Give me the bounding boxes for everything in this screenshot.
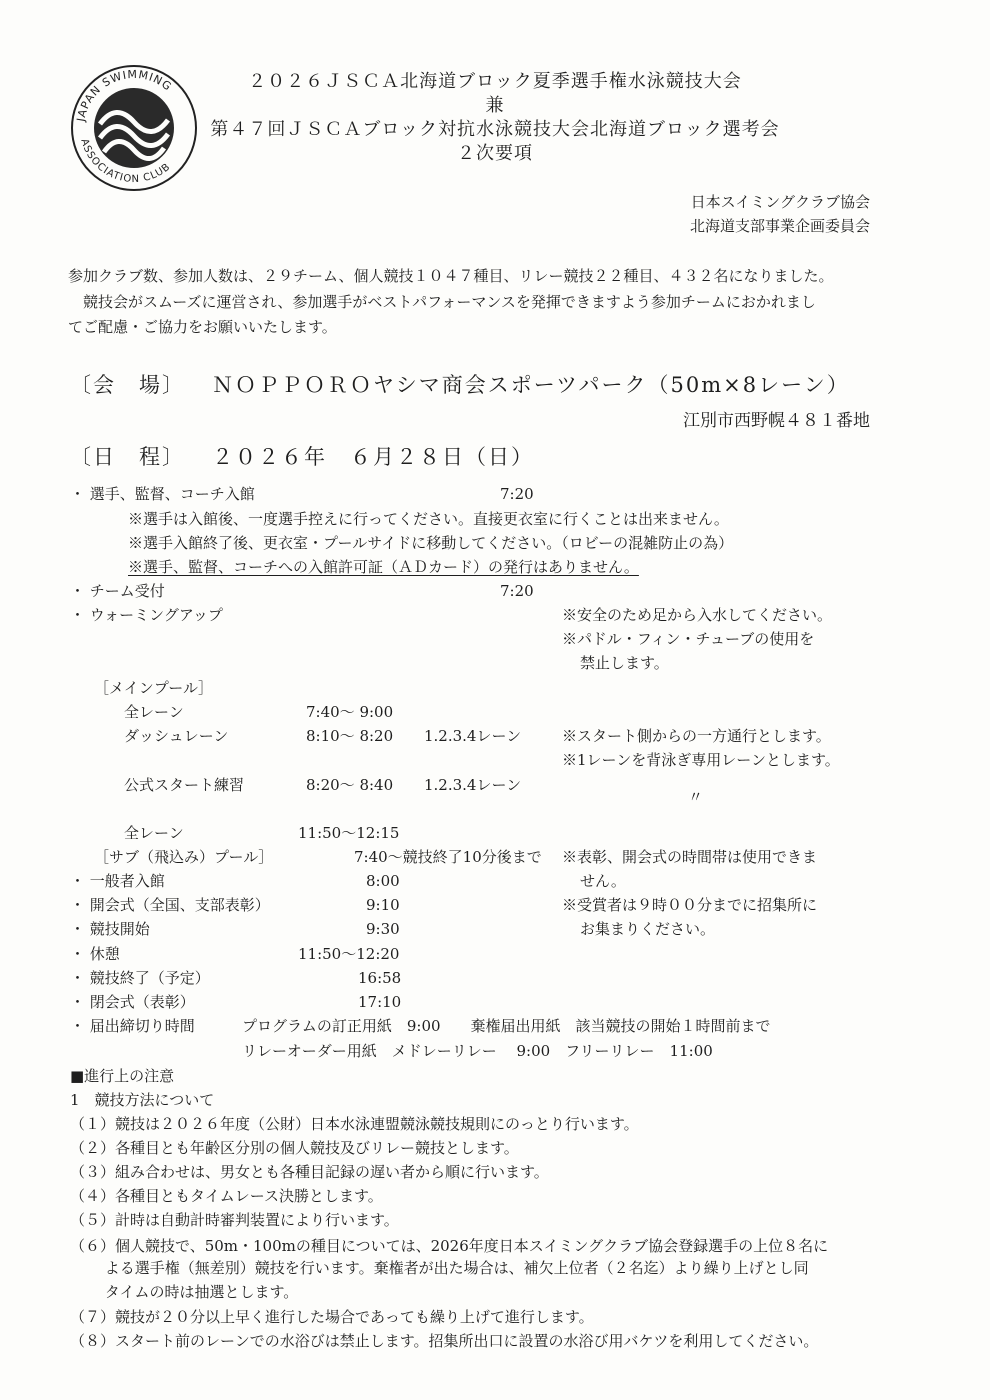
- warmup-note-2: ※パドル・フィン・チューブの使用を: [562, 630, 815, 648]
- org-line-1: 日本スイミングクラブ協会: [690, 193, 870, 211]
- deadline-label: ・ 届出締切り時間: [70, 1017, 195, 1035]
- title-line-2: 兼: [485, 95, 505, 116]
- official-start-label: 公式スタート練習: [124, 776, 245, 794]
- logo-text-top: JAPAN SWIMMING: [74, 67, 175, 123]
- note-item: （４）各種目ともタイムレース決勝とします。: [70, 1187, 383, 1205]
- end-time: 16:58: [358, 969, 402, 987]
- notes-subsection-1: 1 競技方法について: [70, 1091, 215, 1109]
- deadline-line-2: リレーオーダー用紙 メドレーリレー 9:00 フリーリレー 11:00: [242, 1042, 713, 1060]
- title-line-3: 第４７回ＪＳＣＡブロック対抗水泳競技大会北海道ブロック選考会: [210, 119, 780, 140]
- org-line-2: 北海道支部事業企画委員会: [689, 217, 870, 235]
- start-time: 9:30: [366, 920, 400, 938]
- note-item: よる選手権（無差別）競技を行います。棄権者が出た場合は、補欠上位者（２名迄）より繰り上げとし同: [70, 1259, 809, 1277]
- dash-note-1: ※スタート側からの一方通行とします。: [562, 727, 831, 745]
- venue-address: 江別市西野幌４８１番地: [683, 411, 870, 431]
- closing-label: ・ 閉会式（表彰）: [70, 993, 195, 1011]
- venue-name: ＮＯＰＰＯＲＯヤシマ商会スポーツパーク（50m×8レーン）: [212, 373, 850, 397]
- official-start-time: 8:20～ 8:40: [306, 776, 394, 794]
- all-lane-label: 全レーン: [124, 703, 184, 721]
- entry-note-3: ※選手、監督、コーチへの入館許可証（ＡＤカード）の発行はありません。: [128, 558, 639, 576]
- note-item: （５）計時は自動計時審判装置により行います。: [70, 1211, 399, 1229]
- warmup-label: ・ ウォーミングアップ: [70, 606, 223, 624]
- note-item: （３）組み合わせは、男女とも各種目記録の遅い者から順に行います。: [70, 1163, 549, 1181]
- dash-lane-lanes: 1.2.3.4レーン: [424, 727, 522, 745]
- all-lane-2-label: 全レーン: [124, 824, 184, 842]
- deadline-line-1: プログラムの訂正用紙 9:00 棄権届出用紙 該当競技の開始１時間前まで: [242, 1017, 771, 1035]
- opening-label: ・ 開会式（全国、支部表彰）: [70, 896, 270, 914]
- sub-pool-time: 7:40～競技終了10分後まで: [354, 848, 542, 866]
- intro-line-3: てご配慮・ご協力をお願いいたします。: [68, 318, 337, 336]
- team-label: ・ チーム受付: [70, 582, 165, 600]
- award-note-2: お集まりください。: [580, 920, 716, 938]
- warmup-note-1: ※安全のため足から入水してください。: [562, 606, 833, 624]
- note-item: タイムの時は抽選とします。: [70, 1283, 299, 1301]
- break-label: ・ 休憩: [70, 945, 120, 963]
- entry-time: 7:20: [500, 485, 534, 503]
- entry-label: ・ 選手、監督、コーチ入館: [70, 485, 255, 503]
- warmup-note-3: 禁止します。: [580, 654, 669, 672]
- schedule-date: ２０２６年 ６月２８日（日）: [212, 445, 534, 469]
- venue-label: 〔会 場〕: [70, 373, 185, 397]
- dash-lane-label: ダッシュレーン: [124, 727, 229, 745]
- sub-pool-label: ［サブ（飛込み）プール］: [94, 848, 274, 866]
- award-note-1: ※受賞者は９時００分までに招集所に: [562, 896, 818, 914]
- public-time: 8:00: [366, 872, 400, 890]
- all-lane-time: 7:40～ 9:00: [306, 703, 394, 721]
- entry-note-1: ※選手は入館後、一度選手控えに行ってください。直接更衣室に行くことは出来ません。: [128, 510, 729, 528]
- break-time: 11:50～12:20: [298, 945, 400, 963]
- title-line-1: ２０２６ＪＳＣＡ北海道ブロック夏季選手権水泳競技大会: [248, 71, 742, 92]
- start-label: ・ 競技開始: [70, 920, 150, 938]
- title-line-4: ２次要項: [457, 143, 533, 164]
- intro-line-1: 参加クラブ数、参加人数は、２９チーム、個人競技１０４７種目、リレー競技２２種目、４３２名になりました。: [68, 267, 834, 285]
- sub-note-1: ※表彰、開会式の時間帯は使用できま: [562, 848, 818, 866]
- entry-note-2: ※選手入館終了後、更衣室・プールサイドに移動してください。（ロビーの混雑防止の為）: [128, 534, 734, 552]
- note-item: （８）スタート前のレーンでの水浴びは禁止します。招集所出口に設置の水浴び用バケツを利用してください。: [70, 1332, 819, 1350]
- team-time: 7:20: [500, 582, 534, 600]
- logo-text-bottom: ASSOCIATION CLUB: [78, 137, 173, 186]
- dash-note-2: ※1レーンを背泳ぎ専用レーンとします。: [562, 751, 840, 769]
- all-lane-2-time: 11:50～12:15: [298, 824, 400, 842]
- official-start-lanes: 1.2.3.4レーン: [424, 776, 522, 794]
- sub-note-2: せん。: [580, 872, 626, 890]
- main-pool-label: ［メインプール］: [94, 679, 213, 697]
- closing-time: 17:10: [358, 993, 402, 1011]
- schedule-label: 〔日 程〕: [70, 445, 185, 469]
- public-label: ・ 一般者入館: [70, 872, 165, 890]
- note-item: （７）競技が２０分以上早く進行した場合であっても繰り上げて進行します。: [70, 1308, 594, 1326]
- opening-time: 9:10: [366, 896, 400, 914]
- notes-section-title: ■進行上の注意: [70, 1067, 175, 1085]
- note-item: （１）競技は２０２６年度（公財）日本水泳連盟競泳競技規則にのっとり行います。: [70, 1115, 639, 1133]
- ditto-mark: 〃: [688, 788, 704, 806]
- end-label: ・ 競技終了（予定）: [70, 969, 210, 987]
- note-item: （６）個人競技で、50m・100mの種目については、2026年度日本スイミングクラブ協会登録選手の上位８名に: [70, 1237, 829, 1255]
- intro-line-2: 競技会がスムーズに運営され、参加選手がベストパフォーマンスを発揮できますよう参加チームにおかれまし: [68, 293, 816, 311]
- note-item: （２）各種目とも年齢区分別の個人競技及びリレー競技とします。: [70, 1139, 519, 1157]
- dash-lane-time: 8:10～ 8:20: [306, 727, 394, 745]
